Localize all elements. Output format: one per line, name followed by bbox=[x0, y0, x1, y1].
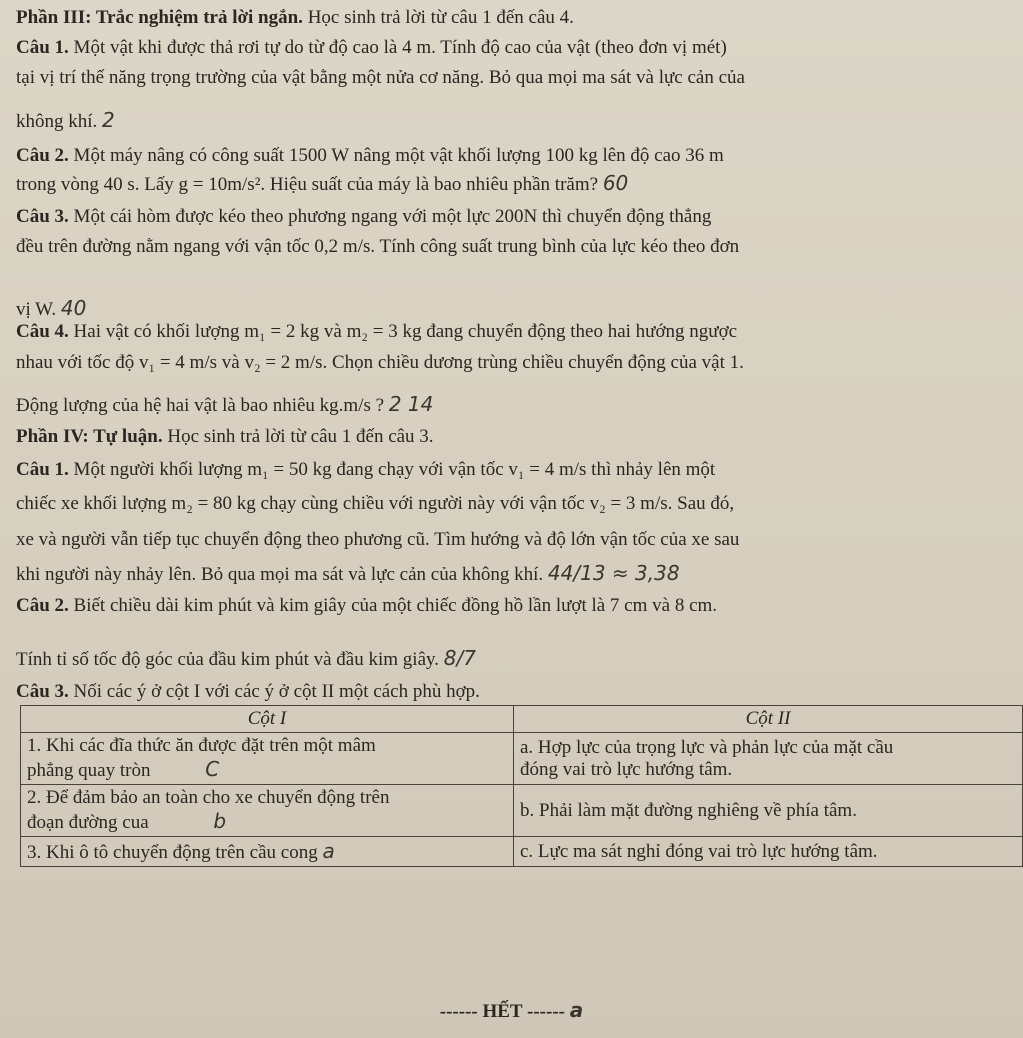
q3-text1: Một cái hòm được kéo theo phương ngang với một lực 200N thì chuyển động thẳng bbox=[68, 206, 712, 227]
q4-line3 bbox=[16, 392, 1013, 418]
table-row bbox=[21, 837, 1023, 867]
row3-handwritten-answer: a bbox=[322, 839, 335, 863]
q1-handwritten-answer: 2 bbox=[102, 108, 115, 132]
option-c: c. Lực ma sát nghỉ đóng vai trò lực hướng tâm. bbox=[514, 837, 1023, 867]
row1-col2 bbox=[514, 733, 1023, 785]
q3-label: Câu 3. bbox=[16, 206, 69, 227]
row1-text-b-wrap bbox=[27, 757, 507, 782]
row1-text-b: phẳng quay tròn bbox=[27, 760, 151, 781]
q2-handwritten-answer: 60 bbox=[602, 171, 629, 195]
p4q2-text1: Biết chiều dài kim phút và kim giây của một chiếc đồng hồ lần lượt là 7 cm và 8 cm. bbox=[68, 595, 718, 616]
end-marker bbox=[0, 998, 1023, 1023]
p4q3-label: Câu 3. bbox=[16, 681, 69, 702]
end-handwritten-mark: a bbox=[569, 998, 584, 1022]
q2-text1: Một máy nâng có công suất 1500 W nâng một vật khối lượng 100 kg lên độ cao 36 m bbox=[68, 145, 724, 166]
row1-text-a: 1. Khi các đĩa thức ăn được đặt trên một mâm bbox=[27, 735, 376, 756]
part4-intro: Học sinh trả lời từ câu 1 đến câu 3. bbox=[162, 426, 434, 447]
p4q1-text1: Một người khối lượng m₁ = 50 kg đang chạy với vận tốc v₁ = 4 m/s thì nhảy lên một bbox=[68, 459, 716, 480]
col2-header: Cột II bbox=[514, 706, 1023, 733]
table-row bbox=[21, 785, 1023, 837]
table-header-row bbox=[21, 706, 1023, 733]
p4q1-label: Câu 1. bbox=[16, 459, 69, 480]
p4q2-text2: Tính tỉ số tốc độ góc của đầu kim phút và đầu kim giây. bbox=[16, 649, 440, 670]
q4-line1 bbox=[16, 320, 1013, 344]
part3-heading: Phần III: Trắc nghiệm trả lời ngắn. bbox=[16, 7, 303, 28]
q1-label: Câu 1. bbox=[16, 37, 69, 58]
table-row bbox=[21, 733, 1023, 785]
end-dash-right: ------ bbox=[527, 1001, 565, 1022]
col1-header: Cột I bbox=[21, 706, 514, 733]
row1-handwritten-answer: C bbox=[205, 757, 220, 781]
p4q2-label: Câu 2. bbox=[16, 595, 69, 616]
p4q1-handwritten-answer: 44/13 ≈ 3,38 bbox=[547, 561, 680, 585]
p4q1-line1 bbox=[16, 458, 1013, 482]
row1-col1 bbox=[21, 733, 514, 785]
q3-line3 bbox=[16, 296, 1013, 322]
row2-text-b-wrap bbox=[27, 809, 507, 834]
p4q3-line bbox=[16, 680, 1013, 704]
row2-col1 bbox=[21, 785, 514, 837]
row2-handwritten-answer: b bbox=[213, 809, 227, 833]
q2-label: Câu 2. bbox=[16, 145, 69, 166]
option-b: b. Phải làm mặt đường nghiêng về phía tâm. bbox=[514, 785, 1023, 837]
row3-text: 3. Khi ô tô chuyển động trên cầu cong bbox=[27, 842, 318, 863]
p4q2-line1 bbox=[16, 594, 1013, 618]
q1-text3: không khí. bbox=[16, 111, 98, 132]
q3-handwritten-answer: 40 bbox=[60, 296, 87, 320]
end-dash-left: ------ bbox=[439, 1001, 478, 1022]
part4-heading: Phần IV: Tự luận. bbox=[16, 426, 163, 447]
part4-header bbox=[16, 425, 1013, 449]
part3-intro: Học sinh trả lời từ câu 1 đến câu 4. bbox=[302, 7, 574, 28]
q1-line1 bbox=[16, 36, 1013, 60]
q2-line2 bbox=[16, 171, 1013, 197]
q4-label: Câu 4. bbox=[16, 321, 69, 342]
row2-text-b: đoạn đường cua bbox=[27, 812, 149, 833]
q4-text3: Động lượng của hệ hai vật là bao nhiêu kg.m/s ? bbox=[16, 395, 385, 416]
row3-col1 bbox=[21, 837, 514, 867]
q1-line2: tại vị trí thế năng trọng trường của vật bằng một nửa cơ năng. Bỏ qua mọi ma sát và lực cản của bbox=[16, 67, 745, 88]
p4q1-line3: xe và người vẫn tiếp tục chuyển động theo phương cũ. Tìm hướng và độ lớn vận tốc của xe sau bbox=[16, 529, 740, 550]
p4q2-handwritten-answer: 8/7 bbox=[443, 646, 476, 670]
q3-line2: đều trên đường nằm ngang với vận tốc 0,2 m/s. Tính công suất trung bình của lực kéo theo đơn bbox=[16, 236, 740, 257]
p4q2-line2 bbox=[16, 646, 1013, 672]
q3-line1 bbox=[16, 205, 1013, 229]
q4-line2: nhau với tốc độ v₁ = 4 m/s và v₂ = 2 m/s. Chọn chiều dương trùng chiều chuyển động của vật 1. bbox=[16, 352, 744, 373]
p4q1-text4: khi người này nhảy lên. Bỏ qua mọi ma sát và lực cản của không khí. bbox=[16, 564, 544, 585]
row2-text-a: 2. Để đảm bảo an toàn cho xe chuyển động trên bbox=[27, 787, 390, 808]
p4q1-line2: chiếc xe khối lượng m₂ = 80 kg chạy cùng chiều với người này với vận tốc v₂ = 3 m/s. Sau đó, bbox=[16, 493, 735, 514]
p4q1-line4 bbox=[16, 561, 1013, 587]
p4q3-text: Nối các ý ở cột I với các ý ở cột II một cách phù hợp. bbox=[68, 681, 480, 702]
q2-text2: trong vòng 40 s. Lấy g = 10m/s². Hiệu suất của máy là bao nhiêu phần trăm? bbox=[16, 174, 599, 195]
matching-table bbox=[20, 705, 1023, 867]
option-a-line2: đóng vai trò lực hướng tâm. bbox=[520, 758, 733, 780]
q1-line3 bbox=[16, 108, 1013, 134]
q4-handwritten-answer: 2 14 bbox=[388, 392, 434, 416]
q1-text1: Một vật khi được thả rơi tự do từ độ cao là 4 m. Tính độ cao của vật (theo đơn vị mét) bbox=[68, 37, 727, 58]
q4-text1: Hai vật có khối lượng m₁ = 2 kg và m₂ = 3 kg đang chuyển động theo hai hướng ngược bbox=[68, 321, 738, 342]
q3-text3: vị W. bbox=[16, 299, 57, 320]
end-text: HẾT bbox=[482, 1001, 523, 1022]
part3-header bbox=[16, 6, 1013, 30]
option-a-line1: a. Hợp lực của trọng lực và phản lực của mặt cầu bbox=[520, 736, 894, 758]
q2-line1 bbox=[16, 144, 1013, 168]
